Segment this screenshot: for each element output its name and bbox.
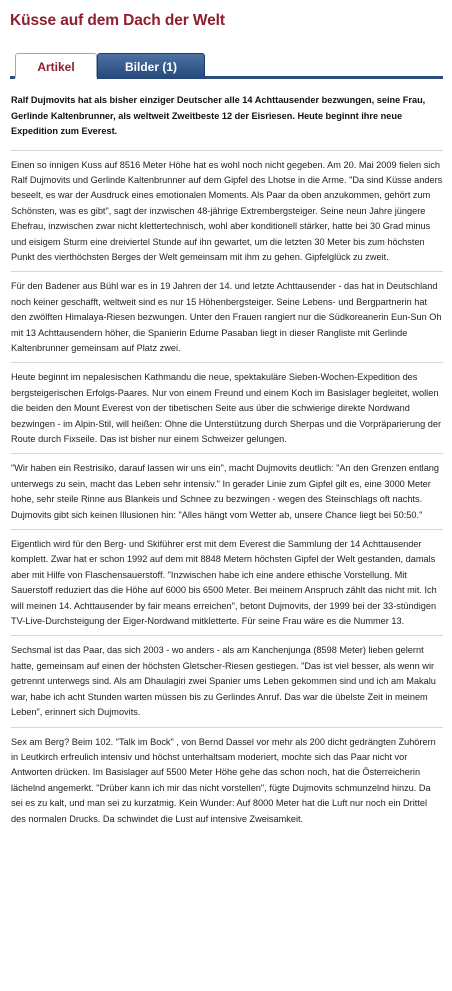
article-paragraph: Einen so innigen Kuss auf 8516 Meter Höhe hat es wohl noch nicht gegeben. Am 20. Mai 2009 fielen sich Ralf Dujmovits und Gerlinde Kaltenbrunner auf dem Gipfel des Lhotse in die Arme. "Da sind Küsse anders beseelt, es war der Ausdruck eines emotionalen Moments. Als Paar da oben anzukommen, gehört zum Schönsten, was es gibt", sagt der inzwischen 48-jährige Extrembergsteiger. Seine neun Jahre jüngere Ehefrau, inzwischen zwar nicht klettertechnisch, wohl aber konditionell stärker, hatte bei 30 Grad minus und eisigem Sturm eine dreiviertel Stunde auf ihn gewartet, um die letzten 30 Meter bis zum höchsten Punkt des vierthöchsten Berges der Welt gemeinsam mit ihm zu gehen. Gipfelglück zu zweit.: [11, 159, 443, 262]
article-paragraph: Heute beginnt im nepalesischen Kathmandu die neue, spektakuläre Sieben-Wochen-Expedition des bergsteigerischen Erfolgs-Paares. Nur von einem Freund und einem Koch im Basislager begleitet, wollen die beiden den Mount Everest von der tibetischen Seite aus über die schwierige direkte Nordwand bezwingen - im Alpin-Stil, will heißen: Ohne die Unterstützung durch Sherpas und die Vorpräparierung der Route durch Fixseile. Das ist bisher nur einem Schweizer gelungen.: [11, 372, 442, 444]
article-title: Küsse auf dem Dach der Welt: [10, 12, 225, 29]
divider: [11, 529, 443, 530]
divider: [11, 635, 443, 636]
divider: [11, 150, 443, 151]
divider: [11, 362, 443, 363]
divider: [11, 271, 443, 272]
article-content: [10, 79, 443, 827]
article-tab-bar: [10, 50, 443, 79]
divider: [11, 727, 443, 728]
article-lead: Ralf Dujmovits hat als bisher einziger Deutscher alle 14 Achttausender bezwungen, seine Frau, Gerlinde Kaltenbrunner, als weltweit Zweitbeste 12 der Eisriesen. Heute beginnt ihre neue Expedition zum Everest.: [11, 95, 426, 136]
tab-bilder[interactable]: Bilder (1): [97, 53, 205, 79]
tab-artikel[interactable]: Artikel: [15, 53, 97, 79]
divider: [11, 453, 443, 454]
article-paragraph: Für den Badener aus Bühl war es in 19 Jahren der 14. und letzte Achttausender - das hat in Deutschland noch keiner geschafft, weltweit sind es nur 15 Höhenbergsteiger. Seine Lebens- und Bergpartnerin hat den zwölften Himalaya-Riesen bezwungen. Unter den Frauen rangiert nur die Südkoreanerin Eun-Sun Oh mit 13 Achttausendern höher, die Spanierin Edurne Pasaban liegt in dieser Rangliste mit Gerlinde Kaltenbrunner gemeinsam auf Platz zwei.: [11, 281, 442, 353]
article-paragraph: Sechsmal ist das Paar, das sich 2003 - wo anders - als am Kanchenjunga (8598 Meter) lieben gelernt hatte, gemeinsam auf einen der höchsten Gletscher-Riesen gestiegen. "Das ist viel besser, als wenn wir getrennt unterwegs sind. Als am Dhaulagiri zwei Spanier ums Leben gekommen sind und ich am Makalu war, habe ich acht Stunden warten müssen bis zu Gerlindes Anruf. Das war die übelste Zeit in meinem Leben", erinnert sich Dujmovits.: [11, 645, 436, 718]
article-paragraph: Sex am Berg? Beim 102. "Talk im Bock" , von Bernd Dassel vor mehr als 200 dicht gedrängten Zuhörern in Leutkirch erfreulich intensiv und höchst unterhaltsam moderiert, mochte sich das Paar nicht vor Antworten drücken. Im Basislager auf 5500 Meter Höhe gehe das schon noch, hat die Österreicherin lächelnd angemerkt. "Drüber kann ich mir das nicht vorstellen", fügte Dujmovits schmunzelnd hinzu. Da sei es zu kalt, und man sei zu kurzatmig. Kein Wunder: Auf 8000 Meter hat die Luft nur noch ein Drittel des normalen Drucks. Da schwindet die Lust auf intensive Zweisamkeit.: [11, 736, 436, 824]
article-paragraph: "Wir haben ein Restrisiko, darauf lassen wir uns ein", macht Dujmovits deutlich: "An den Grenzen entlang unterwegs zu sein, macht das Leben sehr intensiv." In gerader Linie zum Gipfel gilt es, eine 3000 Meter hohe, sehr steile Rinne aus Blankeis und Schnee zu bezwingen - wegen des Steinschlags oft nachts. Dujmovits gibt sich keinen Illusionen hin: "Alles hängt vom Wetter ab, unsere Chance liegt bei 50:50.": [11, 463, 440, 520]
article-paragraph: Eigentlich wird für den Berg- und Skiführer erst mit dem Everest die Sammlung der 14 Achttausender komplett. Zwar hat er schon 1992 auf dem mit 8848 Metern höchsten Gipfel der Welt gestanden, damals aber mit Hilfe von Flaschensauerstoff. "Inzwischen habe ich eine andere ethische Vorstellung. Mit Sauerstoff reduziert das die Höhe auf 6000 bis 6500 Meter. Bei meinem Anspruch zählt das nicht mit. Ich will meinen 14. Achttausender by fair means erreichen", betont Dujmovits, der 1999 bei der 33-stündigen TV-Live-Durchsteigung der Eiger-Nordwand mitkletterte. Für seine Frau wäre es die Nummer 13.: [11, 539, 437, 627]
